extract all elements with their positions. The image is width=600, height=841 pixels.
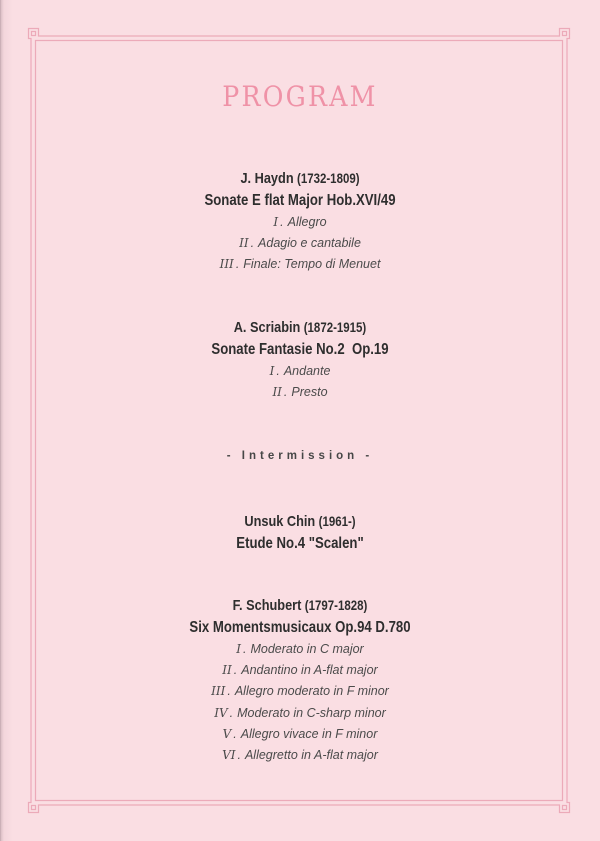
corner-ornament-top-left [29, 29, 48, 53]
movement-separator: . [227, 684, 231, 699]
movement-separator: . [229, 705, 234, 720]
composer-years: (1797-1828) [304, 598, 368, 613]
movement-item [0, 703, 600, 724]
work-title: Sonate Fantasie No.2 Op.19 [211, 341, 389, 358]
movement-item [0, 254, 600, 275]
movement-numeral: III [219, 257, 234, 272]
movement-item [0, 681, 600, 702]
composer-name: A. Scriabin [233, 319, 301, 336]
movement-list [0, 361, 600, 403]
movement-item [0, 724, 600, 745]
composer-name: F. Schubert [232, 597, 302, 614]
movement-title: Finale: Tempo di Menuet [243, 257, 381, 272]
program-piece [0, 317, 600, 403]
movement-title: Presto [291, 385, 328, 400]
movement-numeral: II [222, 663, 232, 678]
movement-item [0, 660, 600, 681]
corner-ornament-bottom-left [29, 789, 48, 813]
work-title: Six Momentsmusicaux Op.94 D.780 [189, 619, 411, 636]
intermission-label: - Intermission - [226, 450, 374, 462]
movement-list [0, 639, 600, 766]
movement-title: Moderato in C major [250, 642, 364, 656]
movement-numeral: IV [214, 705, 228, 720]
composer-name: J. Haydn [240, 170, 294, 187]
movement-item [0, 212, 600, 233]
work-title: Sonate E flat Major Hob.XVI/49 [204, 192, 396, 209]
movement-title: Moderato in C-sharp minor [237, 705, 386, 720]
movement-separator: . [237, 748, 241, 763]
movement-title: Allegro vivace in F minor [240, 726, 378, 741]
movement-title: Andante [283, 364, 331, 378]
movement-separator: . [276, 364, 280, 378]
page-title: PROGRAM [222, 80, 378, 113]
movement-separator: . [233, 726, 237, 741]
corner-ornament-bottom-right [551, 789, 570, 813]
movement-numeral: V [222, 726, 232, 741]
composer-line [45, 511, 555, 533]
movement-item [0, 361, 600, 382]
movement-separator: . [235, 257, 240, 272]
movement-numeral: II [272, 385, 282, 400]
work-title: Etude No.4 "Scalen" [236, 535, 364, 552]
movement-numeral: I [273, 215, 279, 229]
composer-years: (1961-) [318, 514, 356, 529]
movement-item [0, 233, 600, 254]
movement-numeral: III [211, 684, 226, 699]
program-piece [0, 168, 600, 276]
movement-title: Adagio e cantabile [258, 236, 361, 251]
program-piece [0, 511, 600, 555]
corner-ornament-top-right [551, 29, 570, 53]
composer-line [45, 168, 555, 190]
movement-numeral: I [269, 364, 275, 378]
movement-list [0, 212, 600, 276]
movement-separator: . [233, 663, 238, 678]
movement-item [0, 639, 600, 660]
movement-separator: . [283, 385, 288, 400]
movement-item [0, 745, 600, 766]
composer-name: Unsuk Chin [244, 513, 316, 530]
movement-title: Allegro moderato in F minor [234, 684, 389, 699]
composer-line [45, 595, 555, 617]
program-piece [0, 595, 600, 766]
movement-title: Allegretto in A-flat major [244, 748, 378, 763]
movement-separator: . [243, 642, 247, 656]
movement-numeral: I [236, 642, 241, 656]
composer-years: (1732-1809) [297, 171, 360, 186]
movement-numeral: VI [222, 748, 236, 763]
movement-title: Allegro [287, 215, 327, 229]
movement-numeral: II [239, 236, 249, 251]
composer-years: (1872-1915) [303, 320, 367, 335]
movement-separator: . [250, 236, 255, 251]
composer-line [45, 317, 555, 339]
movement-title: Andantino in A-flat major [241, 663, 378, 678]
movement-separator: . [280, 215, 284, 229]
movement-item [0, 382, 600, 403]
